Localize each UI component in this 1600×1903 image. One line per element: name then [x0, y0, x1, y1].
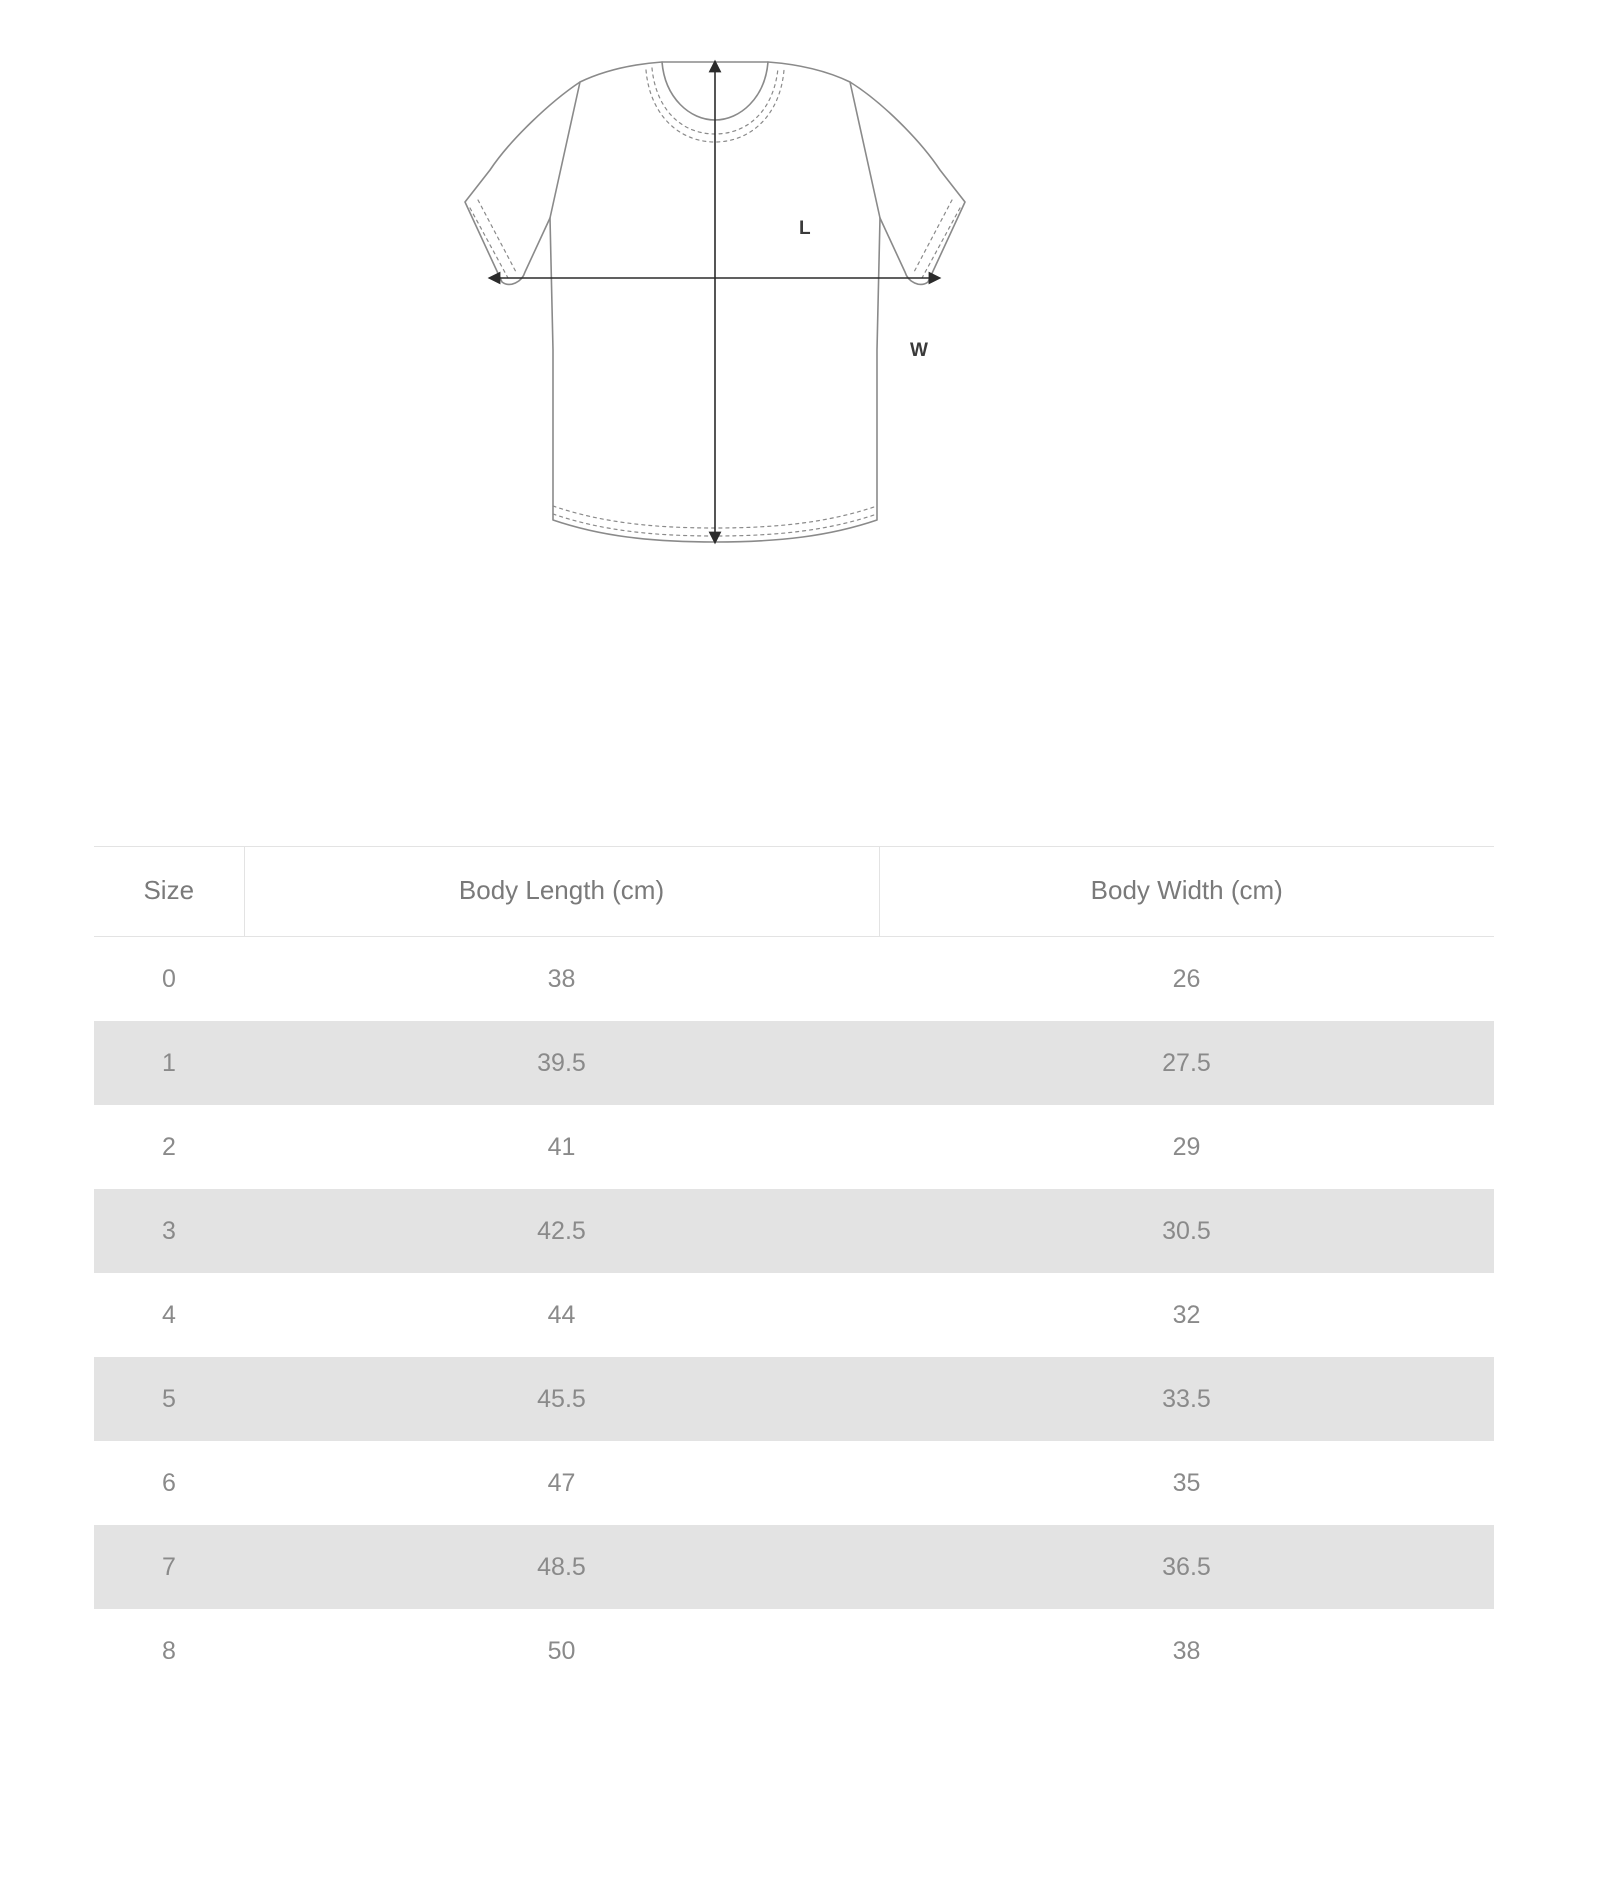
cell-body-length: 47: [244, 1441, 879, 1525]
cell-body-length: 39.5: [244, 1021, 879, 1105]
tshirt-outline-icon: [390, 20, 1030, 600]
cell-body-length: 45.5: [244, 1357, 879, 1441]
cell-body-width: 35: [879, 1441, 1494, 1525]
table-row: [94, 937, 1494, 1022]
cell-size: 7: [94, 1525, 244, 1609]
column-header-body-width: Body Width (cm): [879, 847, 1494, 937]
length-label: L: [799, 218, 812, 239]
table-header: [94, 847, 1494, 937]
cell-body-width: 29: [879, 1105, 1494, 1189]
cell-body-length: 48.5: [244, 1525, 879, 1609]
cell-body-width: 32: [879, 1273, 1494, 1357]
cell-size: 1: [94, 1021, 244, 1105]
column-header-body-length: Body Length (cm): [244, 847, 879, 937]
cell-size: 5: [94, 1357, 244, 1441]
cell-body-width: 33.5: [879, 1357, 1494, 1441]
table-row: [94, 1273, 1494, 1357]
size-chart-table: [94, 846, 1494, 1693]
cell-size: 4: [94, 1273, 244, 1357]
table-row: [94, 1441, 1494, 1525]
cell-body-length: 41: [244, 1105, 879, 1189]
cell-body-length: 38: [244, 937, 879, 1022]
cell-size: 6: [94, 1441, 244, 1525]
cell-body-width: 26: [879, 937, 1494, 1022]
cell-size: 8: [94, 1609, 244, 1693]
cell-body-width: 27.5: [879, 1021, 1494, 1105]
garment-diagram-section: [0, 0, 1600, 820]
cell-size: 0: [94, 937, 244, 1022]
cell-body-length: 44: [244, 1273, 879, 1357]
cell-size: 2: [94, 1105, 244, 1189]
cell-body-length: 42.5: [244, 1189, 879, 1273]
table-row: [94, 1525, 1494, 1609]
table-row: [94, 1189, 1494, 1273]
cell-body-width: 30.5: [879, 1189, 1494, 1273]
cell-size: 3: [94, 1189, 244, 1273]
table-header-row: [94, 847, 1494, 937]
column-header-size: Size: [94, 847, 244, 937]
width-label: W: [910, 340, 929, 361]
cell-body-length: 50: [244, 1609, 879, 1693]
table-row: [94, 1105, 1494, 1189]
table-body: [94, 937, 1494, 1694]
table-row: [94, 1021, 1494, 1105]
table-row: [94, 1357, 1494, 1441]
table-row: [94, 1609, 1494, 1693]
cell-body-width: 38: [879, 1609, 1494, 1693]
cell-body-width: 36.5: [879, 1525, 1494, 1609]
